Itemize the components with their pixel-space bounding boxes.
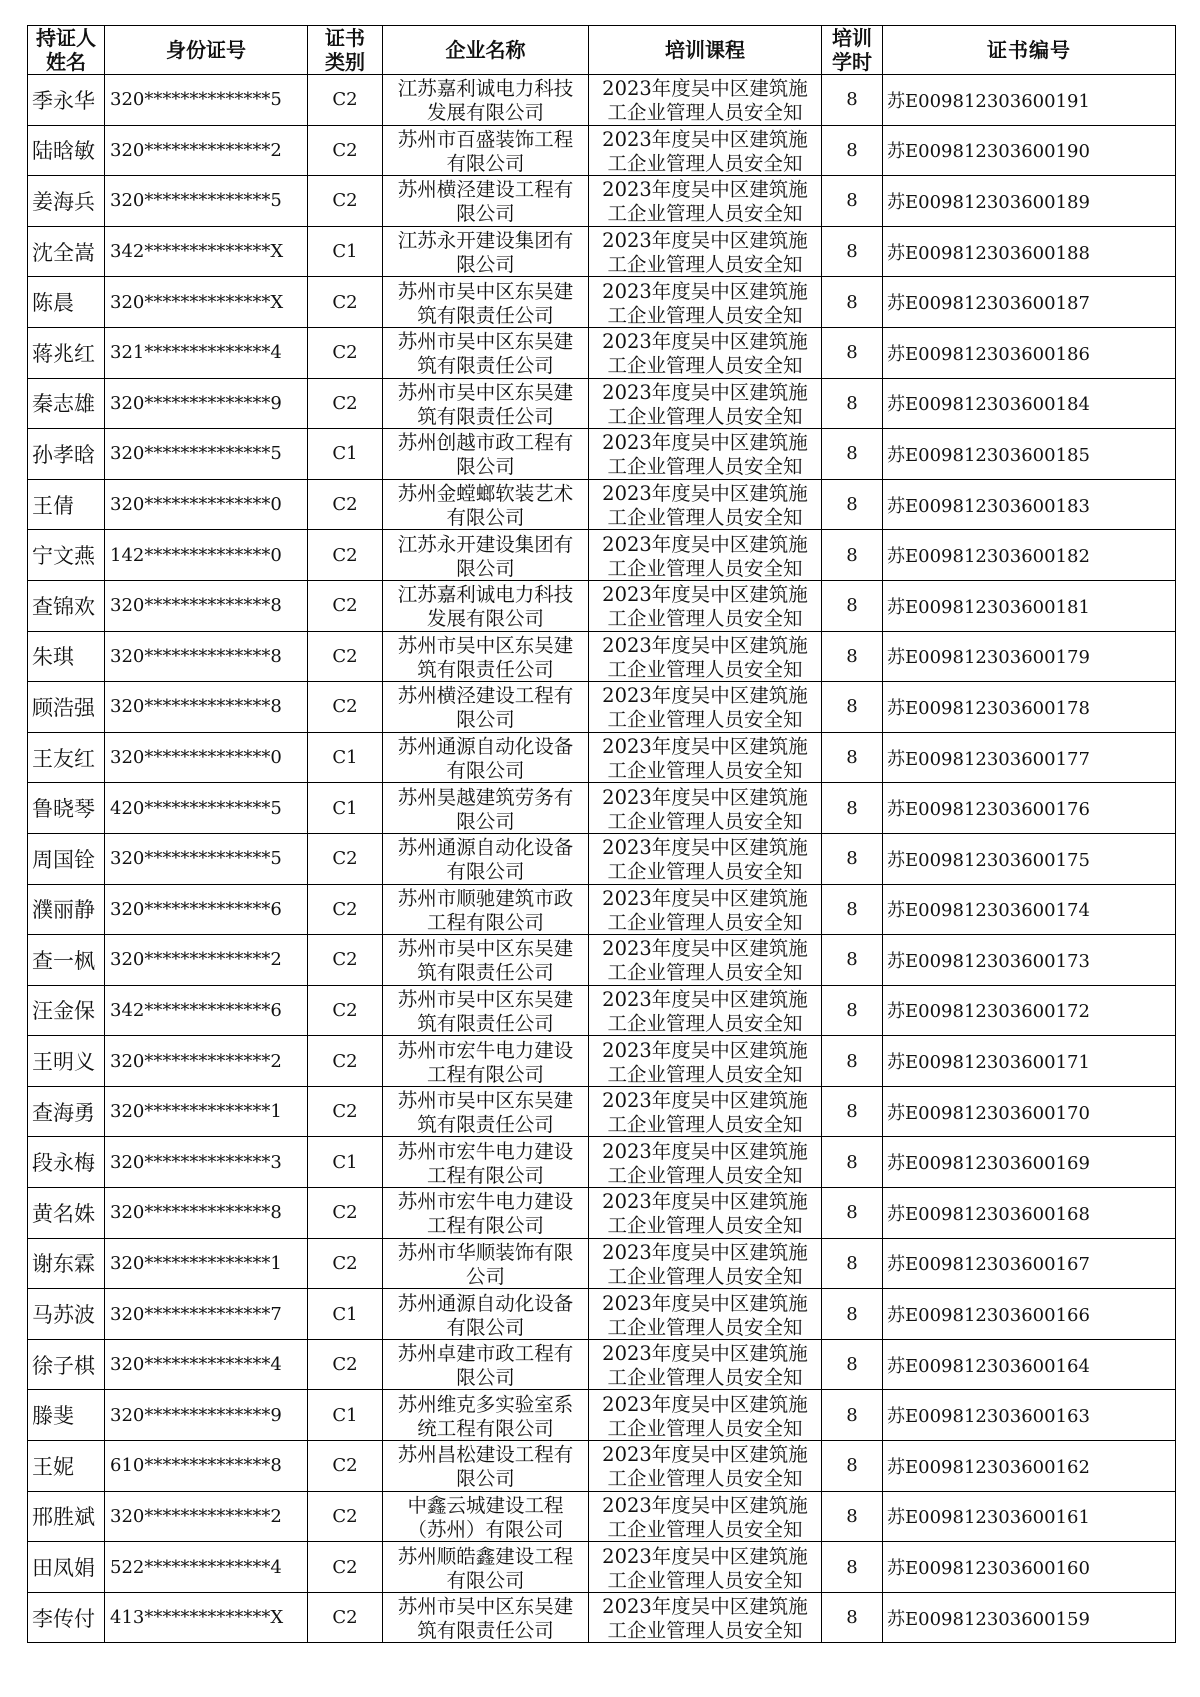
training-hours: 8 bbox=[822, 429, 883, 480]
id-number: 320**************2 bbox=[105, 1036, 308, 1087]
certificate-category: C2 bbox=[308, 580, 383, 631]
training-hours: 8 bbox=[822, 1491, 883, 1542]
certificate-number: 苏E009812303600181 bbox=[883, 580, 1176, 631]
header-id: 身份证号 bbox=[105, 26, 308, 75]
company-name: 苏州市吴中区东吴建 筑有限责任公司 bbox=[383, 985, 589, 1036]
table-row bbox=[28, 732, 1176, 783]
id-number: 320**************5 bbox=[105, 833, 308, 884]
holder-name: 田凤娟 bbox=[28, 1542, 105, 1593]
table-row bbox=[28, 1339, 1176, 1390]
holder-name: 鲁晓琴 bbox=[28, 783, 105, 834]
training-hours: 8 bbox=[822, 682, 883, 733]
table-row bbox=[28, 277, 1176, 328]
company-name: 苏州顺皓鑫建设工程 有限公司 bbox=[383, 1542, 589, 1593]
holder-name: 蒋兆红 bbox=[28, 327, 105, 378]
company-name: 苏州市吴中区东吴建 筑有限责任公司 bbox=[383, 277, 589, 328]
company-name: 苏州金螳螂软装艺术 有限公司 bbox=[383, 479, 589, 530]
certificate-number: 苏E009812303600182 bbox=[883, 530, 1176, 581]
table-row bbox=[28, 1289, 1176, 1340]
training-course: 2023年度吴中区建筑施 工企业管理人员安全知 bbox=[589, 429, 822, 480]
id-number: 320**************9 bbox=[105, 1390, 308, 1441]
header-company: 企业名称 bbox=[383, 26, 589, 75]
id-number: 320**************3 bbox=[105, 1137, 308, 1188]
holder-name: 谢东霖 bbox=[28, 1238, 105, 1289]
table-row bbox=[28, 125, 1176, 176]
holder-name: 秦志雄 bbox=[28, 378, 105, 429]
id-number: 320**************8 bbox=[105, 631, 308, 682]
company-name: 苏州创越市政工程有 限公司 bbox=[383, 429, 589, 480]
certificate-category: C2 bbox=[308, 1238, 383, 1289]
training-course: 2023年度吴中区建筑施 工企业管理人员安全知 bbox=[589, 277, 822, 328]
holder-name: 周国铨 bbox=[28, 833, 105, 884]
training-course: 2023年度吴中区建筑施 工企业管理人员安全知 bbox=[589, 226, 822, 277]
certificate-number: 苏E009812303600173 bbox=[883, 935, 1176, 986]
certificate-number: 苏E009812303600159 bbox=[883, 1592, 1176, 1643]
certificate-number: 苏E009812303600177 bbox=[883, 732, 1176, 783]
certificate-category: C1 bbox=[308, 1289, 383, 1340]
table-row bbox=[28, 580, 1176, 631]
certificate-category: C2 bbox=[308, 1188, 383, 1239]
certificate-category: C1 bbox=[308, 1137, 383, 1188]
id-number: 142**************0 bbox=[105, 530, 308, 581]
training-hours: 8 bbox=[822, 1390, 883, 1441]
id-number: 413**************X bbox=[105, 1592, 308, 1643]
training-course: 2023年度吴中区建筑施 工企业管理人员安全知 bbox=[589, 682, 822, 733]
table-row bbox=[28, 226, 1176, 277]
training-course: 2023年度吴中区建筑施 工企业管理人员安全知 bbox=[589, 1339, 822, 1390]
table-row bbox=[28, 1542, 1176, 1593]
company-name: 江苏永开建设集团有 限公司 bbox=[383, 530, 589, 581]
training-hours: 8 bbox=[822, 176, 883, 227]
table-row bbox=[28, 935, 1176, 986]
training-hours: 8 bbox=[822, 1086, 883, 1137]
holder-name: 宁文燕 bbox=[28, 530, 105, 581]
certificate-number: 苏E009812303600191 bbox=[883, 75, 1176, 126]
holder-name: 查一枫 bbox=[28, 935, 105, 986]
header-name: 持证人 姓名 bbox=[28, 26, 105, 75]
holder-name: 王倩 bbox=[28, 479, 105, 530]
table-row bbox=[28, 1491, 1176, 1542]
training-course: 2023年度吴中区建筑施 工企业管理人员安全知 bbox=[589, 732, 822, 783]
certificate-category: C1 bbox=[308, 429, 383, 480]
training-course: 2023年度吴中区建筑施 工企业管理人员安全知 bbox=[589, 479, 822, 530]
training-hours: 8 bbox=[822, 1441, 883, 1492]
header-category: 证书 类别 bbox=[308, 26, 383, 75]
certificate-category: C2 bbox=[308, 884, 383, 935]
header-row bbox=[28, 26, 1176, 75]
company-name: 苏州市吴中区东吴建 筑有限责任公司 bbox=[383, 1086, 589, 1137]
table-row bbox=[28, 1390, 1176, 1441]
header-course: 培训课程 bbox=[589, 26, 822, 75]
training-hours: 8 bbox=[822, 833, 883, 884]
table-row bbox=[28, 327, 1176, 378]
certificate-category: C2 bbox=[308, 75, 383, 126]
certificate-number: 苏E009812303600160 bbox=[883, 1542, 1176, 1593]
company-name: 苏州横泾建设工程有 限公司 bbox=[383, 682, 589, 733]
table-row bbox=[28, 429, 1176, 480]
training-course: 2023年度吴中区建筑施 工企业管理人员安全知 bbox=[589, 1289, 822, 1340]
table-row bbox=[28, 1441, 1176, 1492]
training-course: 2023年度吴中区建筑施 工企业管理人员安全知 bbox=[589, 884, 822, 935]
certificate-number: 苏E009812303600172 bbox=[883, 985, 1176, 1036]
certificate-number: 苏E009812303600187 bbox=[883, 277, 1176, 328]
holder-name: 朱琪 bbox=[28, 631, 105, 682]
company-name: 苏州昊越建筑劳务有 限公司 bbox=[383, 783, 589, 834]
certificate-number: 苏E009812303600188 bbox=[883, 226, 1176, 277]
training-course: 2023年度吴中区建筑施 工企业管理人员安全知 bbox=[589, 1238, 822, 1289]
certificate-category: C2 bbox=[308, 1542, 383, 1593]
id-number: 320**************6 bbox=[105, 884, 308, 935]
header-cert: 证书编号 bbox=[883, 26, 1176, 75]
training-hours: 8 bbox=[822, 732, 883, 783]
company-name: 苏州市宏牛电力建设 工程有限公司 bbox=[383, 1137, 589, 1188]
training-hours: 8 bbox=[822, 1542, 883, 1593]
holder-name: 季永华 bbox=[28, 75, 105, 126]
training-course: 2023年度吴中区建筑施 工企业管理人员安全知 bbox=[589, 1390, 822, 1441]
training-hours: 8 bbox=[822, 783, 883, 834]
certificate-sheet bbox=[27, 25, 1175, 1643]
certificate-category: C2 bbox=[308, 631, 383, 682]
id-number: 320**************5 bbox=[105, 75, 308, 126]
company-name: 苏州横泾建设工程有 限公司 bbox=[383, 176, 589, 227]
holder-name: 陈晨 bbox=[28, 277, 105, 328]
table-row bbox=[28, 682, 1176, 733]
id-number: 522**************4 bbox=[105, 1542, 308, 1593]
table-row bbox=[28, 75, 1176, 126]
certificate-category: C2 bbox=[308, 1036, 383, 1087]
company-name: 苏州市吴中区东吴建 筑有限责任公司 bbox=[383, 1592, 589, 1643]
company-name: 苏州维克多实验室系 统工程有限公司 bbox=[383, 1390, 589, 1441]
certificate-category: C2 bbox=[308, 985, 383, 1036]
id-number: 320**************X bbox=[105, 277, 308, 328]
company-name: 苏州通源自动化设备 有限公司 bbox=[383, 1289, 589, 1340]
certificate-category: C2 bbox=[308, 378, 383, 429]
certificate-category: C2 bbox=[308, 935, 383, 986]
training-hours: 8 bbox=[822, 1592, 883, 1643]
holder-name: 濮丽静 bbox=[28, 884, 105, 935]
training-course: 2023年度吴中区建筑施 工企业管理人员安全知 bbox=[589, 1036, 822, 1087]
company-name: 苏州市吴中区东吴建 筑有限责任公司 bbox=[383, 327, 589, 378]
id-number: 320**************2 bbox=[105, 935, 308, 986]
company-name: 苏州市吴中区东吴建 筑有限责任公司 bbox=[383, 935, 589, 986]
company-name: 苏州市吴中区东吴建 筑有限责任公司 bbox=[383, 378, 589, 429]
company-name: 苏州市吴中区东吴建 筑有限责任公司 bbox=[383, 631, 589, 682]
certificate-category: C1 bbox=[308, 1390, 383, 1441]
certificate-number: 苏E009812303600167 bbox=[883, 1238, 1176, 1289]
table-row bbox=[28, 1238, 1176, 1289]
company-name: 苏州市宏牛电力建设 工程有限公司 bbox=[383, 1188, 589, 1239]
company-name: 苏州市华顺装饰有限 公司 bbox=[383, 1238, 589, 1289]
certificate-category: C2 bbox=[308, 125, 383, 176]
company-name: 苏州卓建市政工程有 限公司 bbox=[383, 1339, 589, 1390]
training-course: 2023年度吴中区建筑施 工企业管理人员安全知 bbox=[589, 580, 822, 631]
training-hours: 8 bbox=[822, 125, 883, 176]
training-hours: 8 bbox=[822, 378, 883, 429]
certificate-number: 苏E009812303600184 bbox=[883, 378, 1176, 429]
id-number: 342**************X bbox=[105, 226, 308, 277]
holder-name: 王友红 bbox=[28, 732, 105, 783]
certificate-number: 苏E009812303600185 bbox=[883, 429, 1176, 480]
training-course: 2023年度吴中区建筑施 工企业管理人员安全知 bbox=[589, 935, 822, 986]
id-number: 320**************2 bbox=[105, 1491, 308, 1542]
id-number: 420**************5 bbox=[105, 783, 308, 834]
certificate-number: 苏E009812303600169 bbox=[883, 1137, 1176, 1188]
training-course: 2023年度吴中区建筑施 工企业管理人员安全知 bbox=[589, 1491, 822, 1542]
certificate-category: C2 bbox=[308, 682, 383, 733]
id-number: 320**************9 bbox=[105, 378, 308, 429]
table-body bbox=[28, 75, 1176, 1643]
table-row bbox=[28, 1036, 1176, 1087]
table-row bbox=[28, 783, 1176, 834]
certificate-category: C2 bbox=[308, 327, 383, 378]
training-hours: 8 bbox=[822, 631, 883, 682]
id-number: 320**************0 bbox=[105, 479, 308, 530]
training-course: 2023年度吴中区建筑施 工企业管理人员安全知 bbox=[589, 530, 822, 581]
training-course: 2023年度吴中区建筑施 工企业管理人员安全知 bbox=[589, 833, 822, 884]
training-course: 2023年度吴中区建筑施 工企业管理人员安全知 bbox=[589, 125, 822, 176]
company-name: 江苏嘉利诚电力科技 发展有限公司 bbox=[383, 75, 589, 126]
certificate-number: 苏E009812303600161 bbox=[883, 1491, 1176, 1542]
id-number: 320**************1 bbox=[105, 1086, 308, 1137]
certificate-category: C2 bbox=[308, 277, 383, 328]
training-course: 2023年度吴中区建筑施 工企业管理人员安全知 bbox=[589, 1542, 822, 1593]
id-number: 320**************1 bbox=[105, 1238, 308, 1289]
table-row bbox=[28, 378, 1176, 429]
training-course: 2023年度吴中区建筑施 工企业管理人员安全知 bbox=[589, 75, 822, 126]
training-course: 2023年度吴中区建筑施 工企业管理人员安全知 bbox=[589, 327, 822, 378]
table-row bbox=[28, 530, 1176, 581]
certificate-number: 苏E009812303600170 bbox=[883, 1086, 1176, 1137]
certificate-number: 苏E009812303600179 bbox=[883, 631, 1176, 682]
table-row bbox=[28, 1188, 1176, 1239]
training-course: 2023年度吴中区建筑施 工企业管理人员安全知 bbox=[589, 1137, 822, 1188]
training-course: 2023年度吴中区建筑施 工企业管理人员安全知 bbox=[589, 1086, 822, 1137]
holder-name: 徐子棋 bbox=[28, 1339, 105, 1390]
training-hours: 8 bbox=[822, 935, 883, 986]
holder-name: 邢胜斌 bbox=[28, 1491, 105, 1542]
training-hours: 8 bbox=[822, 277, 883, 328]
certificate-category: C2 bbox=[308, 176, 383, 227]
certificate-category: C1 bbox=[308, 783, 383, 834]
holder-name: 汪金保 bbox=[28, 985, 105, 1036]
holder-name: 孙孝晗 bbox=[28, 429, 105, 480]
certificate-number: 苏E009812303600171 bbox=[883, 1036, 1176, 1087]
training-course: 2023年度吴中区建筑施 工企业管理人员安全知 bbox=[589, 631, 822, 682]
holder-name: 顾浩强 bbox=[28, 682, 105, 733]
id-number: 320**************8 bbox=[105, 1188, 308, 1239]
id-number: 320**************7 bbox=[105, 1289, 308, 1340]
training-course: 2023年度吴中区建筑施 工企业管理人员安全知 bbox=[589, 176, 822, 227]
certificate-category: C2 bbox=[308, 1339, 383, 1390]
id-number: 320**************0 bbox=[105, 732, 308, 783]
training-hours: 8 bbox=[822, 1188, 883, 1239]
company-name: 江苏永开建设集团有 限公司 bbox=[383, 226, 589, 277]
certificate-number: 苏E009812303600162 bbox=[883, 1441, 1176, 1492]
certificate-category: C1 bbox=[308, 226, 383, 277]
id-number: 320**************5 bbox=[105, 429, 308, 480]
certificate-number: 苏E009812303600186 bbox=[883, 327, 1176, 378]
certificate-number: 苏E009812303600189 bbox=[883, 176, 1176, 227]
training-hours: 8 bbox=[822, 1137, 883, 1188]
certificate-number: 苏E009812303600178 bbox=[883, 682, 1176, 733]
training-hours: 8 bbox=[822, 1036, 883, 1087]
holder-name: 滕斐 bbox=[28, 1390, 105, 1441]
holder-name: 沈全嵩 bbox=[28, 226, 105, 277]
id-number: 342**************6 bbox=[105, 985, 308, 1036]
certificate-number: 苏E009812303600164 bbox=[883, 1339, 1176, 1390]
company-name: 苏州市百盛装饰工程 有限公司 bbox=[383, 125, 589, 176]
training-hours: 8 bbox=[822, 530, 883, 581]
certificate-number: 苏E009812303600190 bbox=[883, 125, 1176, 176]
certificate-number: 苏E009812303600183 bbox=[883, 479, 1176, 530]
certificate-category: C2 bbox=[308, 1441, 383, 1492]
holder-name: 查锦欢 bbox=[28, 580, 105, 631]
id-number: 610**************8 bbox=[105, 1441, 308, 1492]
company-name: 苏州通源自动化设备 有限公司 bbox=[383, 833, 589, 884]
table-row bbox=[28, 176, 1176, 227]
training-course: 2023年度吴中区建筑施 工企业管理人员安全知 bbox=[589, 783, 822, 834]
table-row bbox=[28, 631, 1176, 682]
table-row bbox=[28, 833, 1176, 884]
table-row bbox=[28, 1137, 1176, 1188]
certificate-category: C1 bbox=[308, 732, 383, 783]
certificate-category: C2 bbox=[308, 833, 383, 884]
certificate-number: 苏E009812303600176 bbox=[883, 783, 1176, 834]
training-hours: 8 bbox=[822, 327, 883, 378]
id-number: 321**************4 bbox=[105, 327, 308, 378]
id-number: 320**************4 bbox=[105, 1339, 308, 1390]
table-row bbox=[28, 884, 1176, 935]
training-hours: 8 bbox=[822, 580, 883, 631]
certificate-number: 苏E009812303600163 bbox=[883, 1390, 1176, 1441]
certificate-category: C2 bbox=[308, 1592, 383, 1643]
certificate-category: C2 bbox=[308, 479, 383, 530]
id-number: 320**************5 bbox=[105, 176, 308, 227]
certificate-table bbox=[27, 25, 1176, 1643]
training-course: 2023年度吴中区建筑施 工企业管理人员安全知 bbox=[589, 1592, 822, 1643]
id-number: 320**************8 bbox=[105, 580, 308, 631]
company-name: 中鑫云城建设工程 （苏州）有限公司 bbox=[383, 1491, 589, 1542]
holder-name: 王妮 bbox=[28, 1441, 105, 1492]
training-course: 2023年度吴中区建筑施 工企业管理人员安全知 bbox=[589, 378, 822, 429]
training-course: 2023年度吴中区建筑施 工企业管理人员安全知 bbox=[589, 1441, 822, 1492]
holder-name: 黄名姝 bbox=[28, 1188, 105, 1239]
training-hours: 8 bbox=[822, 75, 883, 126]
training-course: 2023年度吴中区建筑施 工企业管理人员安全知 bbox=[589, 985, 822, 1036]
company-name: 苏州通源自动化设备 有限公司 bbox=[383, 732, 589, 783]
training-hours: 8 bbox=[822, 985, 883, 1036]
id-number: 320**************2 bbox=[105, 125, 308, 176]
holder-name: 陆晗敏 bbox=[28, 125, 105, 176]
table-row bbox=[28, 985, 1176, 1036]
certificate-category: C2 bbox=[308, 530, 383, 581]
training-hours: 8 bbox=[822, 1289, 883, 1340]
holder-name: 王明义 bbox=[28, 1036, 105, 1087]
certificate-category: C2 bbox=[308, 1086, 383, 1137]
holder-name: 李传付 bbox=[28, 1592, 105, 1643]
certificate-number: 苏E009812303600175 bbox=[883, 833, 1176, 884]
training-hours: 8 bbox=[822, 884, 883, 935]
certificate-number: 苏E009812303600174 bbox=[883, 884, 1176, 935]
training-hours: 8 bbox=[822, 1238, 883, 1289]
table-row bbox=[28, 1086, 1176, 1137]
training-hours: 8 bbox=[822, 226, 883, 277]
header-hours: 培训 学时 bbox=[822, 26, 883, 75]
certificate-category: C2 bbox=[308, 1491, 383, 1542]
holder-name: 段永梅 bbox=[28, 1137, 105, 1188]
company-name: 苏州昌松建设工程有 限公司 bbox=[383, 1441, 589, 1492]
holder-name: 马苏波 bbox=[28, 1289, 105, 1340]
training-hours: 8 bbox=[822, 1339, 883, 1390]
training-course: 2023年度吴中区建筑施 工企业管理人员安全知 bbox=[589, 1188, 822, 1239]
training-hours: 8 bbox=[822, 479, 883, 530]
certificate-number: 苏E009812303600166 bbox=[883, 1289, 1176, 1340]
id-number: 320**************8 bbox=[105, 682, 308, 733]
company-name: 苏州市顺驰建筑市政 工程有限公司 bbox=[383, 884, 589, 935]
table-row bbox=[28, 479, 1176, 530]
company-name: 苏州市宏牛电力建设 工程有限公司 bbox=[383, 1036, 589, 1087]
certificate-number: 苏E009812303600168 bbox=[883, 1188, 1176, 1239]
company-name: 江苏嘉利诚电力科技 发展有限公司 bbox=[383, 580, 589, 631]
holder-name: 姜海兵 bbox=[28, 176, 105, 227]
table-row bbox=[28, 1592, 1176, 1643]
holder-name: 查海勇 bbox=[28, 1086, 105, 1137]
